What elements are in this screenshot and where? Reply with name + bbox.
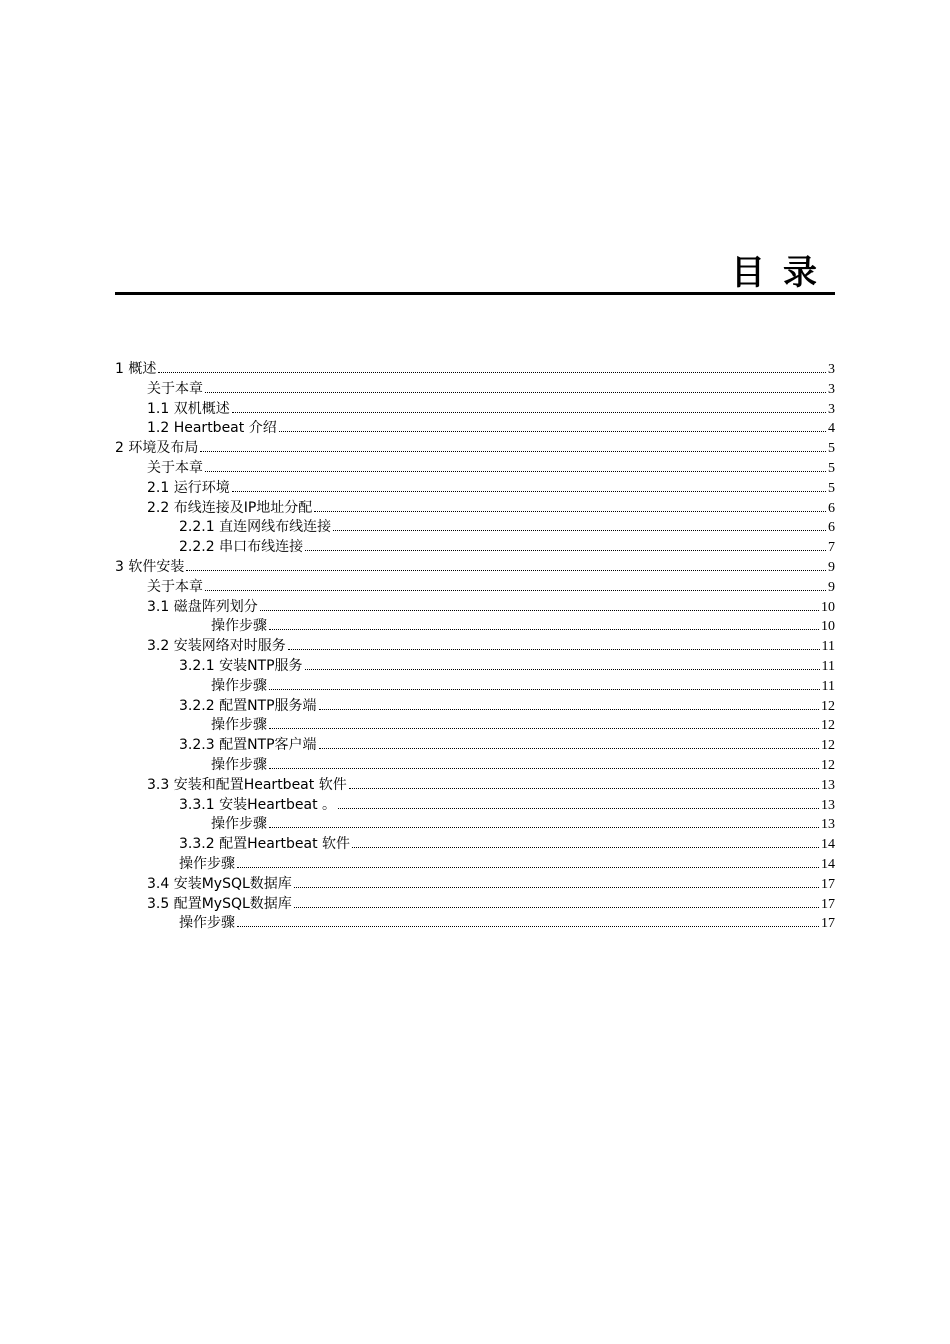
toc-page-number: 9	[828, 579, 835, 595]
toc-entry[interactable]	[115, 796, 835, 816]
toc-page-number: 5	[828, 480, 835, 496]
toc-entry[interactable]	[115, 499, 835, 519]
toc-page-number: 17	[821, 896, 835, 912]
toc-dot-leader	[205, 590, 826, 591]
toc-dot-leader	[333, 530, 826, 531]
toc-entry[interactable]	[115, 479, 835, 499]
toc-dot-leader	[269, 768, 819, 769]
toc-dot-leader	[232, 412, 826, 413]
toc-entry[interactable]	[115, 360, 835, 380]
toc-entry-label: 2 环境及布局	[115, 440, 199, 457]
toc-dot-leader	[269, 827, 819, 828]
toc-entry[interactable]	[115, 459, 835, 479]
toc-entry-label: 1.2 Heartbeat 介绍	[147, 420, 277, 437]
toc-entry-label: 3.1 磁盘阵列划分	[147, 598, 258, 615]
toc-entry[interactable]	[115, 835, 835, 855]
toc-page-number: 12	[821, 718, 835, 734]
toc-dot-leader	[319, 709, 819, 710]
toc-dot-leader	[260, 610, 819, 611]
toc-entry[interactable]	[115, 558, 835, 578]
toc-entry[interactable]	[115, 677, 835, 697]
toc-entry[interactable]	[115, 657, 835, 677]
toc-page-number: 11	[821, 678, 835, 694]
toc-dot-leader	[237, 867, 819, 868]
toc-entry-label: 操作步骤	[211, 618, 267, 635]
toc-entry[interactable]	[115, 756, 835, 776]
toc-entry-label: 操作步骤	[211, 756, 267, 773]
toc-list	[115, 360, 835, 934]
toc-page-number: 14	[821, 856, 835, 872]
toc-entry-label: 2.1 运行环境	[147, 479, 230, 496]
toc-dot-leader	[269, 629, 819, 630]
toc-dot-leader	[200, 451, 826, 452]
toc-dot-leader	[186, 570, 826, 571]
toc-entry-label: 关于本章	[147, 459, 203, 476]
toc-entry-label: 操作步骤	[211, 816, 267, 833]
toc-entry-label: 2.2 布线连接及IP地址分配	[147, 499, 313, 516]
toc-page-number: 13	[821, 797, 835, 813]
toc-entry-label: 3.3.2 配置Heartbeat 软件	[179, 836, 351, 853]
toc-entry[interactable]	[115, 736, 835, 756]
toc-entry[interactable]	[115, 518, 835, 538]
toc-entry[interactable]	[115, 776, 835, 796]
toc-entry-label: 3.2.3 配置NTP客户端	[179, 737, 317, 754]
toc-entry-label: 操作步骤	[211, 677, 267, 694]
toc-dot-leader	[288, 649, 820, 650]
toc-page-number: 17	[821, 916, 835, 932]
toc-page-number: 5	[828, 460, 835, 476]
toc-entry[interactable]	[115, 815, 835, 835]
toc-entry-label: 2.2.1 直连网线布线连接	[179, 519, 332, 536]
toc-dot-leader	[314, 511, 826, 512]
toc-dot-leader	[294, 907, 819, 908]
toc-dot-leader	[158, 372, 826, 373]
toc-entry-label: 3.2.2 配置NTP服务端	[179, 697, 317, 714]
toc-title: 目录	[731, 253, 835, 293]
toc-page-number: 12	[821, 698, 835, 714]
toc-entry[interactable]	[115, 895, 835, 915]
toc-entry-label: 2.2.2 串口布线连接	[179, 539, 304, 556]
toc-dot-leader	[305, 550, 826, 551]
toc-entry-label: 3.5 配置MySQL数据库	[147, 895, 292, 912]
toc-dot-leader	[205, 392, 826, 393]
toc-entry[interactable]	[115, 637, 835, 657]
toc-page-number: 13	[821, 817, 835, 833]
toc-dot-leader	[349, 788, 819, 789]
toc-dot-leader	[205, 471, 826, 472]
toc-page-number: 7	[828, 540, 835, 556]
toc-dot-leader	[232, 491, 826, 492]
toc-entry[interactable]	[115, 538, 835, 558]
toc-entry[interactable]	[115, 400, 835, 420]
toc-entry-label: 3 软件安装	[115, 558, 185, 575]
toc-entry-label: 3.4 安装MySQL数据库	[147, 875, 292, 892]
toc-entry[interactable]	[115, 875, 835, 895]
toc-page-number: 10	[821, 619, 835, 635]
title-rule	[115, 292, 835, 295]
toc-entry-label: 3.2 安装网络对时服务	[147, 638, 286, 655]
toc-entry[interactable]	[115, 697, 835, 717]
toc-dot-leader	[237, 926, 819, 927]
toc-entry-label: 3.2.1 安装NTP服务	[179, 657, 303, 674]
toc-dot-leader	[319, 748, 819, 749]
toc-entry-label: 操作步骤	[211, 717, 267, 734]
toc-entry[interactable]	[115, 419, 835, 439]
toc-entry-label: 操作步骤	[179, 915, 235, 932]
toc-entry-label: 关于本章	[147, 578, 203, 595]
toc-dot-leader	[305, 669, 820, 670]
toc-page-number: 9	[828, 559, 835, 575]
toc-entry[interactable]	[115, 578, 835, 598]
toc-page-number: 12	[821, 738, 835, 754]
toc-dot-leader	[269, 728, 819, 729]
toc-entry[interactable]	[115, 439, 835, 459]
toc-page-number: 13	[821, 777, 835, 793]
toc-page-number: 11	[821, 639, 835, 655]
toc-page-number: 6	[828, 500, 835, 516]
toc-entry[interactable]	[115, 380, 835, 400]
toc-entry-label: 1.1 双机概述	[147, 400, 230, 417]
toc-page-number: 3	[828, 381, 835, 397]
toc-page-number: 14	[821, 837, 835, 853]
toc-page-number: 12	[821, 757, 835, 773]
toc-entry-label: 3.3 安装和配置Heartbeat 软件	[147, 776, 347, 793]
toc-entry[interactable]	[115, 855, 835, 875]
toc-entry[interactable]	[115, 716, 835, 736]
toc-entry[interactable]	[115, 617, 835, 637]
toc-entry-label: 关于本章	[147, 380, 203, 397]
toc-dot-leader	[352, 847, 819, 848]
toc-entry[interactable]	[115, 598, 835, 618]
toc-page-number: 11	[821, 658, 835, 674]
toc-page-number: 10	[821, 599, 835, 615]
toc-dot-leader	[279, 431, 826, 432]
toc-entry-label: 1 概述	[115, 361, 157, 377]
toc-entry-label: 操作步骤	[179, 855, 235, 872]
toc-entry-label: 3.3.1 安装Heartbeat 。	[179, 796, 337, 813]
toc-page-number: 4	[828, 421, 835, 437]
toc-page-number: 5	[828, 441, 835, 457]
toc-page-number: 3	[828, 362, 835, 377]
toc-dot-leader	[269, 689, 820, 690]
toc-page-number: 17	[821, 876, 835, 892]
toc-dot-leader	[338, 808, 819, 809]
toc-dot-leader	[294, 887, 819, 888]
toc-entry[interactable]	[115, 914, 835, 934]
toc-page-number: 3	[828, 401, 835, 417]
toc-page-number: 6	[828, 520, 835, 536]
